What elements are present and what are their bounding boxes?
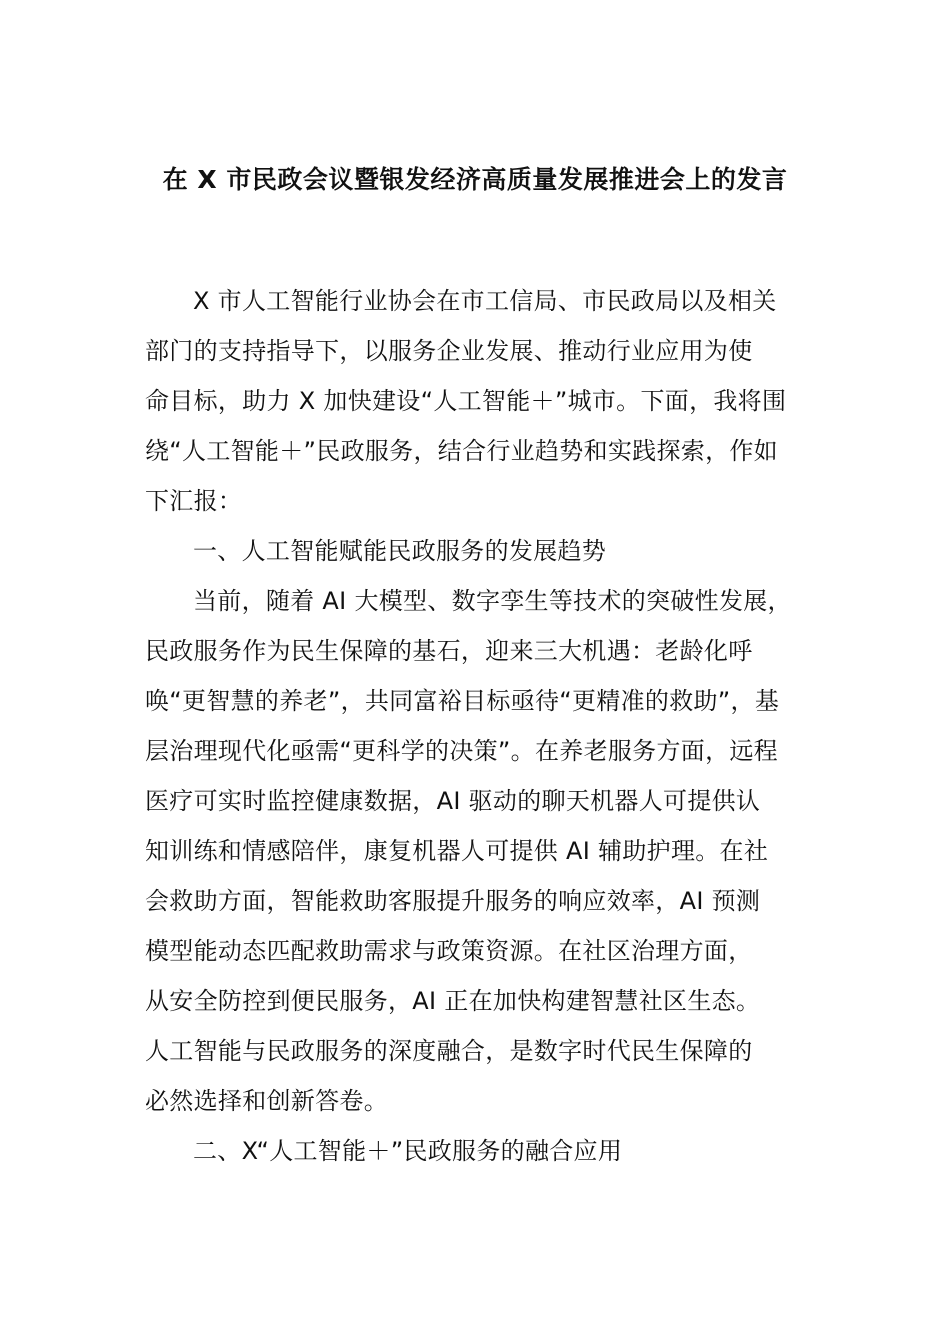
paragraph-1-line-2: 部门的支持指导下，以服务企业发展、推动行业应用为使 [145,337,753,365]
paragraph-1-line-4: 绕“人工智能＋”民政服务，结合行业趋势和实践探索，作如 [145,437,778,465]
document-title: 在 X 市民政会议暨银发经济高质量发展推进会上的发言 [162,165,788,194]
paragraph-2-line-3: 唤“更智慧的养老”，共同富裕目标亟待“更精准的救助”，基 [145,687,780,715]
section-heading-2: 二、X“人工智能＋”民政服务的融合应用 [193,1137,623,1165]
paragraph-2-line-6: 知训练和情感陪伴，康复机器人可提供 AI 辅助护理。在社 [145,837,769,865]
paragraph-2-line-11: 必然选择和创新答卷。 [145,1087,388,1115]
paragraph-2-line-7: 会救助方面，智能救助客服提升服务的响应效率，AI 预测 [145,887,761,915]
paragraph-2-line-10: 人工智能与民政服务的深度融合，是数字时代民生保障的 [145,1037,753,1065]
paragraph-2-line-8: 模型能动态匹配救助需求与政策资源。在社区治理方面， [145,937,753,965]
paragraph-2-line-5: 医疗可实时监控健康数据，AI 驱动的聊天机器人可提供认 [145,787,761,815]
paragraph-1-line-5: 下汇报： [145,487,243,515]
paragraph-2-line-2: 民政服务作为民生保障的基石，迎来三大机遇：老龄化呼 [145,637,753,665]
paragraph-2-line-4: 层治理现代化亟需“更科学的决策”。在养老服务方面，远程 [145,737,778,765]
paragraph-2-line-9: 从安全防控到便民服务，AI 正在加快构建智慧社区生态。 [145,987,761,1015]
paragraph-1-line-1: X 市人工智能行业协会在市工信局、市民政局以及相关 [193,287,777,315]
paragraph-1-line-3: 命目标，助力 X 加快建设“人工智能＋”城市。下面，我将围 [145,387,787,415]
paragraph-2-line-1: 当前，随着 AI 大模型、数字孪生等技术的突破性发展， [193,587,792,615]
section-heading-1: 一、人工智能赋能民政服务的发展趋势 [193,537,607,565]
